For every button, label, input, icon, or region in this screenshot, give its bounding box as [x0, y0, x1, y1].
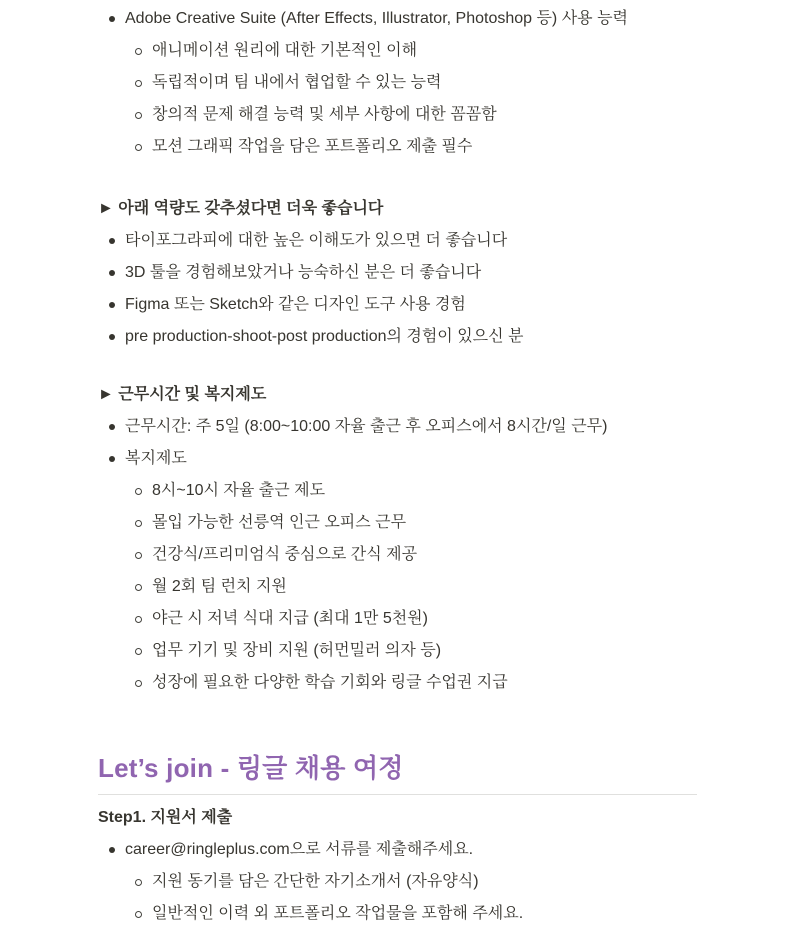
list-item	[125, 131, 697, 163]
bullet-disc-icon	[98, 3, 125, 35]
list-item	[125, 35, 697, 67]
bullet-circle-icon	[125, 866, 152, 898]
list-item-text: 건강식/프리미엄식 중심으로 간식 제공	[152, 546, 418, 563]
list-item	[125, 475, 697, 507]
list-item	[98, 443, 697, 475]
bullet-circle-icon	[125, 35, 152, 67]
bullet-circle-icon	[125, 603, 152, 635]
section-heading-nice-to-have: ► 아래 역량도 갖추셨다면 더욱 좋습니다	[98, 200, 384, 217]
list-item	[98, 289, 697, 321]
list-item	[125, 866, 697, 898]
bullet-circle-icon	[125, 99, 152, 131]
bullet-disc-icon	[98, 834, 125, 866]
list-item-text: 근무시간: 주 5일 (8:00~10:00 자율 출근 후 오피스에서 8시간/일 근무)	[125, 418, 608, 435]
list-item	[125, 667, 697, 699]
bullet-circle-icon	[125, 131, 152, 163]
list-item	[98, 321, 697, 353]
list-item	[125, 603, 697, 635]
divider	[98, 794, 697, 795]
bullet-circle-icon	[125, 539, 152, 571]
list-item	[98, 257, 697, 289]
list-item	[125, 635, 697, 667]
list-item	[125, 571, 697, 603]
bullet-circle-icon	[125, 667, 152, 699]
list-item-text: 애니메이션 원리에 대한 기본적인 이해	[152, 42, 418, 59]
section-heading-work-benefits: ► 근무시간 및 복지제도	[98, 386, 267, 403]
list-item-text: 월 2회 팀 런치 지원	[152, 578, 287, 595]
bullet-disc-icon	[98, 411, 125, 443]
join-heading-english: Let’s join -	[98, 753, 237, 783]
list-item-text: 창의적 문제 해결 능력 및 세부 사항에 대한 꼼꼼함	[152, 106, 497, 123]
bullet-disc-icon	[98, 321, 125, 353]
list-item-text: 성장에 필요한 다양한 학습 기회와 링글 수업권 지급	[152, 674, 508, 691]
list-item-text: 몰입 가능한 선릉역 인근 오피스 근무	[152, 514, 407, 531]
list-item	[125, 539, 697, 571]
list-item	[125, 898, 697, 930]
list-item-text: pre production-shoot-post production의 경험이 있으신 분	[125, 328, 524, 345]
list-item-text: 8시~10시 자율 출근 제도	[152, 482, 326, 499]
list-item	[125, 507, 697, 539]
list-item-text: 일반적인 이력 외 포트폴리오 작업물을 포함해 주세요.	[152, 905, 524, 922]
list-item-text: 3D 툴을 경험해보았거나 능숙하신 분은 더 좋습니다	[125, 264, 482, 281]
list-item-text: 지원 동기를 담은 간단한 자기소개서 (자유양식)	[152, 873, 479, 890]
list-item-text: 타이포그라피에 대한 높은 이해도가 있으면 더 좋습니다	[125, 232, 508, 249]
list-item-text: 모션 그래픽 작업을 담은 포트폴리오 제출 필수	[152, 138, 473, 155]
bullet-circle-icon	[125, 507, 152, 539]
list-item	[98, 3, 697, 35]
list-item	[98, 225, 697, 257]
list-item-text: career@ringleplus.com으로 서류를 제출해주세요.	[125, 841, 474, 858]
join-section-heading	[98, 751, 697, 785]
list-item-text: 업무 기기 및 장비 지원 (허먼밀러 의자 등)	[152, 642, 442, 659]
bullet-disc-icon	[98, 225, 125, 257]
step1-heading: Step1. 지원서 제출	[98, 809, 233, 826]
join-heading-korean: 링글 채용 여정	[236, 753, 404, 783]
bullet-circle-icon	[125, 635, 152, 667]
bullet-circle-icon	[125, 475, 152, 507]
list-item-text: 독립적이며 팀 내에서 협업할 수 있는 능력	[152, 74, 442, 91]
bullet-disc-icon	[98, 289, 125, 321]
list-item-text: Figma 또는 Sketch와 같은 디자인 도구 사용 경험	[125, 296, 466, 313]
bullet-disc-icon	[98, 257, 125, 289]
list-item-text: 복지제도	[125, 450, 187, 467]
bullet-disc-icon	[98, 443, 125, 475]
list-item	[98, 411, 697, 443]
list-item	[125, 99, 697, 131]
list-item	[125, 67, 697, 99]
list-item	[98, 834, 697, 866]
bullet-circle-icon	[125, 898, 152, 930]
bullet-circle-icon	[125, 571, 152, 603]
document-page	[98, 0, 697, 930]
list-item-text: 야근 시 저녁 식대 지급 (최대 1만 5천원)	[152, 610, 428, 627]
bullet-circle-icon	[125, 67, 152, 99]
list-item-text: Adobe Creative Suite (After Effects, Illustrator, Photoshop 등) 사용 능력	[125, 10, 628, 27]
